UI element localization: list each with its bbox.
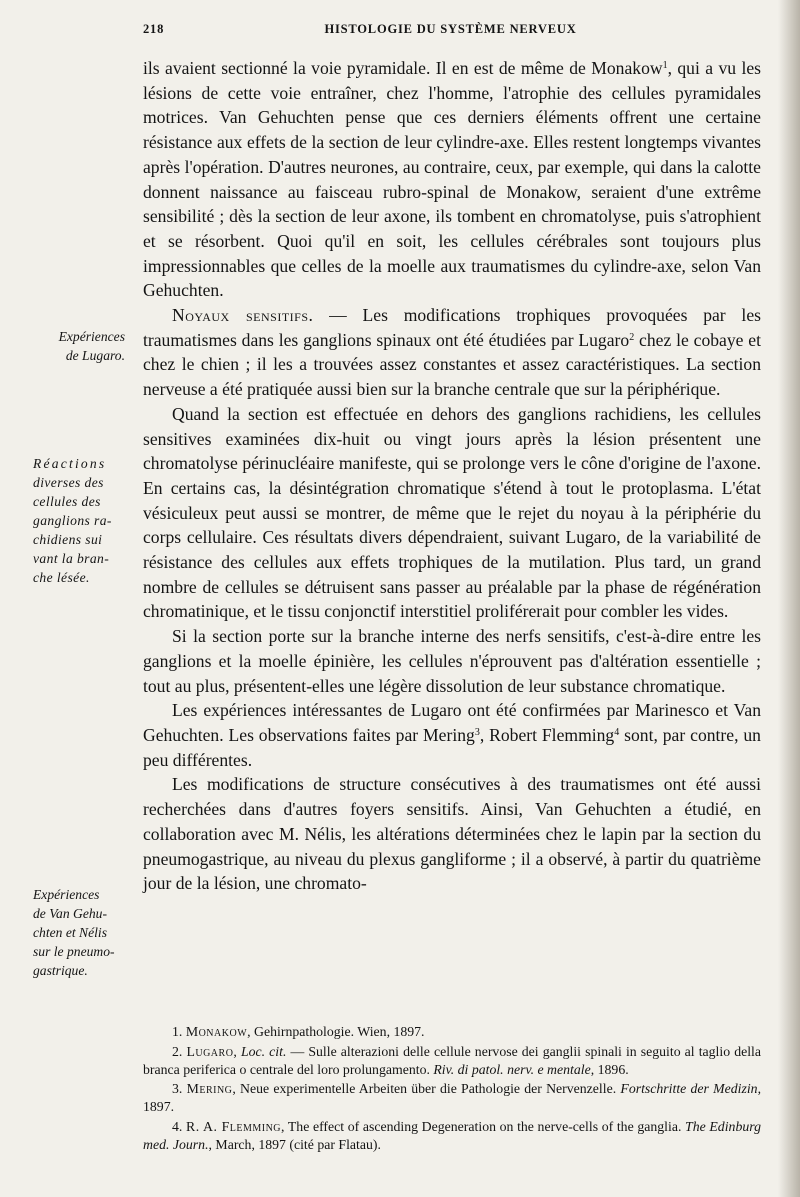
margin-note-lugaro bbox=[33, 327, 125, 365]
footnote-author: R. A. Flemming bbox=[186, 1118, 282, 1134]
footnote-2: 2. Lugaro, Loc. cit. — Sulle alterazioni delle cellule nervose dei ganglii spinali in seguito al taglio della branca periferica o centrale del loro prolungamento. Riv. di patol. nerv. e mentale, 1896. bbox=[143, 1043, 762, 1077]
footnote-text: , 1896. bbox=[590, 1061, 629, 1077]
margin-line: sur le pneumo- bbox=[33, 944, 115, 959]
footnote-text: , Gehirnpathologie. Wien, 1897. bbox=[247, 1024, 425, 1039]
text-run: — Les modifications trophiques provoquées par les traumatismes dans les ganglions spinaux ont été étudiées par Lugaro bbox=[143, 305, 761, 350]
footnote-1 bbox=[143, 1023, 761, 1041]
margin-line: de Van Gehu- bbox=[33, 906, 107, 921]
footnote-author: Lugaro bbox=[186, 1043, 234, 1059]
running-title: HISTOLOGIE DU SYSTÈME NERVEUX bbox=[324, 22, 577, 36]
margin-line: Expériences bbox=[33, 887, 100, 902]
page-number: 218 bbox=[143, 22, 165, 36]
margin-line: Expériences bbox=[58, 329, 125, 344]
text-run: chez le cobaye et chez le chien ; il les a trouvées assez constantes et assez caractéristiques. La section nerveuse a été pratiquée aussi bien sur la branche centrale que sur la périphérique. bbox=[143, 329, 761, 400]
footnote-ref[interactable]: 3 bbox=[474, 726, 480, 738]
footnote-3 bbox=[143, 1080, 761, 1116]
margin-line: gastrique. bbox=[33, 963, 88, 978]
footnote-text: , March, 1897 (cité par Flatau). bbox=[208, 1136, 381, 1152]
margin-line: cellules des bbox=[33, 494, 101, 509]
footnote-text: , The effect of ascending Degeneration on the nerve-cells of the ganglia. bbox=[281, 1118, 686, 1134]
paragraph bbox=[143, 698, 761, 772]
footnotes bbox=[143, 1023, 761, 1156]
footnote-ref[interactable]: 1 bbox=[662, 60, 668, 71]
footnote-number: 3. bbox=[172, 1081, 183, 1097]
footnote-text: , Neue experimentelle Arbeiten über die Pathologie der Nervenzelle. bbox=[232, 1081, 621, 1097]
paragraph bbox=[143, 56, 761, 303]
footnote-number: 1. bbox=[172, 1024, 183, 1039]
margin-line: chidiens sui bbox=[33, 532, 103, 547]
footnote-ref[interactable]: 2 bbox=[629, 331, 635, 343]
paragraph: Les modifications de structure consécutives à des traumatismes ont été aussi recherchées dans d'autres foyers sensitifs. Ainsi, Van Gehuchten a étudié, en collaboration avec M. Nélis, les altérations déterminées chez le lapin par la section du pneumogastrique, au niveau du plexus gangliforme ; il a observé, à partir du quatrième jour de la lésion, une chromato- bbox=[143, 774, 761, 894]
footnote-text: , 1897. bbox=[143, 1081, 762, 1115]
text-run: Les expériences intéressantes de Lugaro ont été confirmées par Marinesco et Van Gehuchten. Les observations faites par Mering bbox=[143, 700, 761, 745]
footnote-journal: Riv. di patol. nerv. e mentale bbox=[433, 1061, 591, 1077]
text-run: , Robert Flemming bbox=[479, 724, 615, 745]
footnote-journal: Fortschritte der Medizin bbox=[620, 1081, 758, 1097]
margin-line: ganglions ra- bbox=[33, 513, 112, 528]
margin-note-van-gehuchten bbox=[33, 885, 125, 980]
margin-line: che lésée. bbox=[33, 570, 90, 585]
footnote-journal: The Edinburg med. Journ. bbox=[143, 1118, 761, 1152]
paragraph bbox=[143, 303, 761, 402]
footnote-text: — Sulle alterazioni delle cellule nervose dei ganglii spinali in seguito al taglio della branca periferica o centrale del loro prolungamento. bbox=[143, 1043, 762, 1077]
footnote-number: 2. bbox=[172, 1043, 183, 1059]
text-run: ils avaient sectionné la voie pyramidale. Il en est de même de Monakow bbox=[143, 58, 663, 78]
footnote-4 bbox=[143, 1118, 761, 1154]
paragraph: Quand la section est effectuée en dehors des ganglions rachidiens, les cellules sensitives examinées dix-huit ou vingt jours après la lésion présentent une chromatolyse périnucléaire manifeste, qui se prolonge vers le cône d'origine de l'axone. En certains cas, la désintégration chromatique s'étend à tout le protoplasma. L'état vésiculeux peut aussi se montrer, de même que le rejet du noyau à la périphérie du corps cellulaire. Ces résultats divers dépendraient, suivant Lugaro, de la variabilité de résistance des cellules aux effets trophiques de la mutilation. Plus tard, un grand nombre de cellules se détruisent sans passer au préalable par la phase de régénération chromatinique, et le tissu conjonctif interstitiel proliférerait pour combler les vides. bbox=[143, 403, 761, 622]
page-edge-shadow bbox=[778, 0, 800, 1197]
page-header bbox=[143, 22, 758, 42]
margin-line: vant la bran- bbox=[33, 551, 110, 566]
margin-line: chten et Nélis bbox=[33, 925, 107, 940]
section-lead: Noyaux sensitifs. bbox=[172, 305, 314, 326]
footnote-author: Mering bbox=[186, 1081, 233, 1097]
margin-line: Réactions bbox=[33, 456, 107, 471]
text-run: sont, par contre, un peu différentes. bbox=[143, 724, 761, 770]
main-text bbox=[143, 56, 761, 896]
margin-line: diverses des bbox=[33, 475, 104, 490]
text-run: , qui a vu les lésions de cette voie entraîner, chez l'homme, l'atrophie des cellules pyramidales motrices. Van Gehuchten pense que ces derniers éléments offrent une certaine résistance aux effets de la section de leur cylindre-axe. Elles restent longtemps vivantes après l'opération. D'autres neurones, au contraire, ceux, par exemple, qui dans la calotte donnent naissance au faisceau rubro-spinal de Monakow, seraient d'une extrême sensibilité ; dès la section de leur axone, ils tombent en chromatolyse, puis s'atrophient et se résorbent. Quoi qu'il en soit, les cellules cérébrales sont toujours plus impressionnables que celles de la moelle aux traumatismes du cylindre-axe, selon Van Gehuchten. bbox=[143, 58, 762, 301]
margin-line: de Lugaro. bbox=[65, 348, 125, 363]
footnote-number: 4. bbox=[172, 1118, 183, 1134]
footnote-ref[interactable]: 4 bbox=[614, 726, 620, 738]
footnote-italic: Loc. cit. bbox=[240, 1043, 287, 1059]
margin-note-reactions bbox=[33, 454, 125, 587]
paragraph: Si la section porte sur la branche interne des nerfs sensitifs, c'est-à-dire entre les ganglions et la moelle épinière, les cellules n'éprouvent pas d'altération essentielle ; tout au plus, présentent-elles une légère dissolution de leur substance chromatique. bbox=[143, 626, 761, 696]
footnote-author: Monakow bbox=[185, 1024, 248, 1039]
